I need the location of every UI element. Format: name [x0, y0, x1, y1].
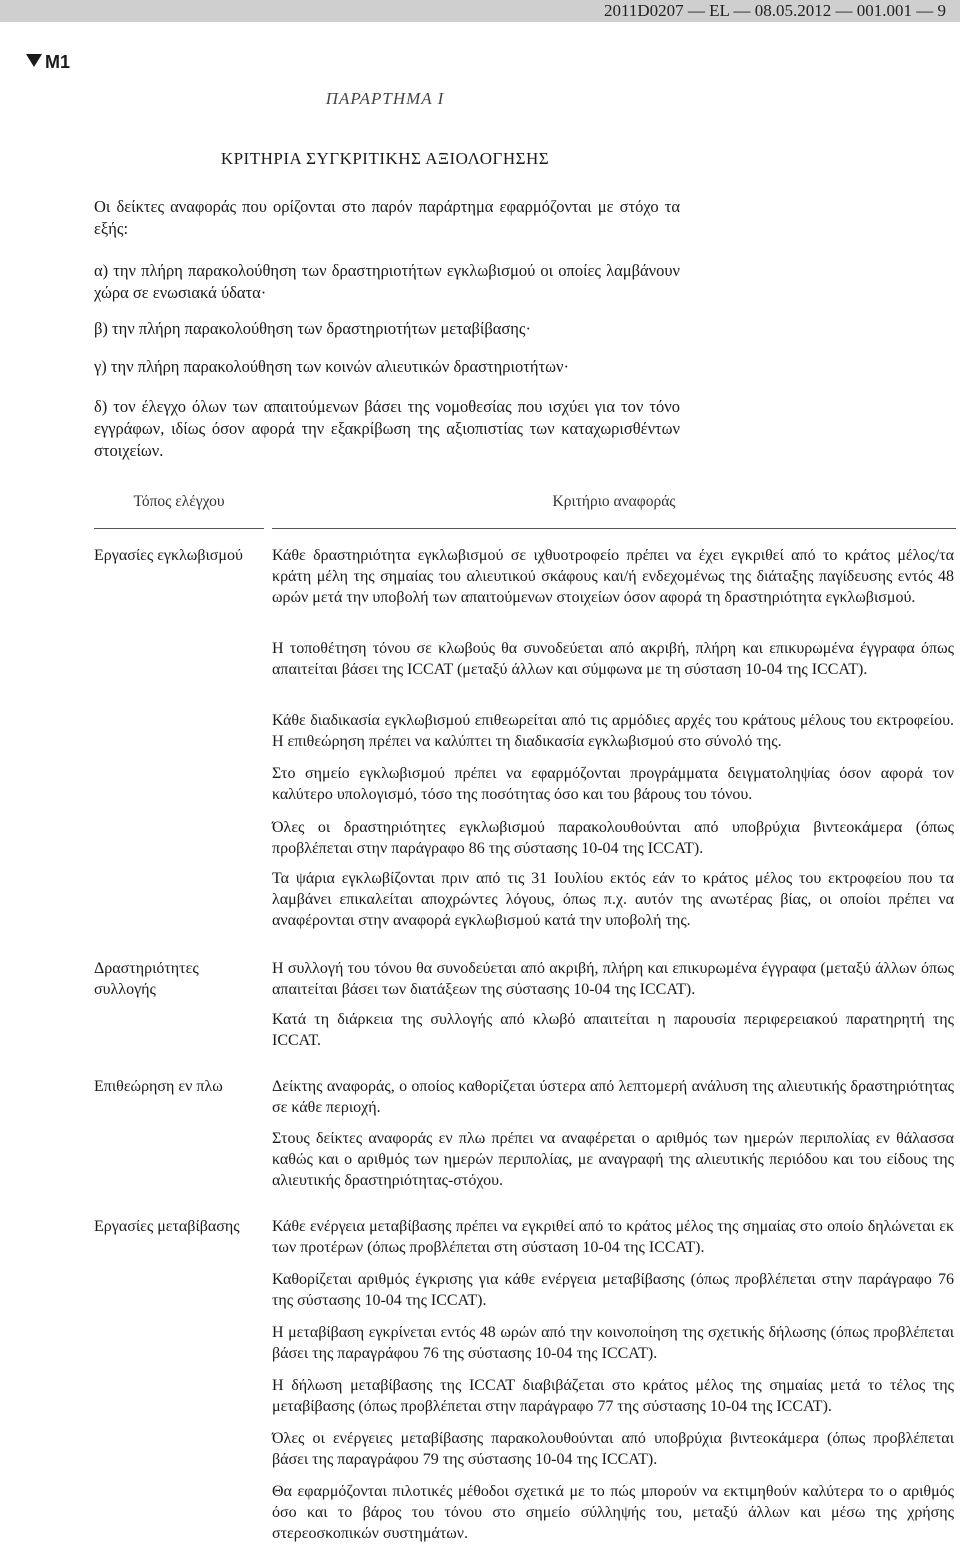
- criterion-transfer-5: Όλες οι ενέργειες μεταβίβασης παρακολουθούνται από υποβρύχια βιντεοκάμερα (όπως προβλέπεται βάσει της παραγράφου 79 της σύστασης 10-04 της ICCAT).: [272, 1430, 954, 1468]
- row-place-caging: Εργασίες εγκλωβισμού: [94, 547, 243, 564]
- amendment-marker: [26, 52, 70, 72]
- column-header-criterion: Κριτήριο αναφοράς: [552, 493, 676, 510]
- criterion-transfer-1: Κάθε ενέργεια μεταβίβασης πρέπει να εγκριθεί από το κράτος μέλος της σημαίας στο οποίο δηλώνεται εκ των προτέρων (όπως προβλέπεται στη σύσταση 10-04 της ICCAT).: [272, 1218, 954, 1256]
- criterion-caging-6: Τα ψάρια εγκλωβίζονται πριν από τις 31 Ιουλίου εκτός εάν το κράτος μέλος του εκτροφείου που τα λαμβάνει επικαλείται αποχρώντες λόγους, όπως π.χ. αυτόν της ανωτέρας βίας, οι οποίοι πρέπει να αναφέρονται στην αναφορά εγκλωβισμού κατά την υποβολή της.: [272, 870, 954, 929]
- intro-item-b: β) την πλήρη παρακολούθηση των δραστηριοτήτων μεταβίβασης·: [94, 319, 531, 338]
- header-rule-right: [272, 528, 956, 529]
- document-reference: 2011D0207 — EL — 08.05.2012 — 001.001 — 9: [603, 1, 946, 20]
- criterion-transfer-2: Καθορίζεται αριθμός έγκρισης για κάθε ενέργεια μεταβίβασης (όπως προβλέπεται στην παράγραφο 76 της σύστασης 10-04 της ICCAT).: [272, 1271, 954, 1309]
- intro-item-d: δ) τον έλεγχο όλων των απαιτούμενων βάσει της νομοθεσίας που ισχύει για τον τόνο εγγράφων, ιδίως όσον αφορά την εξακρίβωση της αξιοπιστίας των καταχωρισθέντων στοιχείων.: [94, 397, 680, 460]
- amendment-marker-label: M1: [45, 52, 71, 72]
- row-place-harvesting: Δραστηριότητες συλλογής: [94, 960, 199, 998]
- criterion-transfer-6: Θα εφαρμόζονται πιλοτικές μέθοδοι σχετικά με το πώς μπορούν να εκτιμηθούν καλύτερα το ο αριθμός όσο και το βάρος του τόνου στο σημείο σύλληψής του, μεταξύ άλλων και μέσω της χρήσης στερεοσκοπικών συστημάτων.: [272, 1483, 954, 1542]
- criterion-transfer-3: Η μεταβίβαση εγκρίνεται εντός 48 ωρών από την κοινοποίηση της σχετικής δήλωσης (όπως προβλέπεται βάσει της παραγράφου 76 της σύστασης 10-04 της ICCAT).: [272, 1324, 954, 1362]
- intro-item-a: α) την πλήρη παρακολούθηση των δραστηριοτήτων εγκλωβισμού οι οποίες λαμβάνουν χώρα σε ενωσιακά ύδατα·: [94, 261, 680, 302]
- criterion-caging-5: Όλες οι δραστηριότητες εγκλωβισμού παρακολουθούνται από υποβρύχια βιντεοκάμερα (όπως προβλέπεται στην παράγραφο 86 της σύστασης 10-04 της ICCAT).: [272, 819, 954, 857]
- criterion-harvesting-1: Η συλλογή του τόνου θα συνοδεύεται από ακριβή, πλήρη και επικυρωμένα έγγραφα (μεταξύ άλλων όπως απαιτείται βάσει των διατάξεων της σύστασης 10-04 της ICCAT).: [272, 960, 954, 998]
- criterion-sea-inspection-1: Δείκτης αναφοράς, ο οποίος καθορίζεται ύστερα από λεπτομερή ανάλυση της αλιευτικής δραστηριότητας σε κάθε περιοχή.: [272, 1078, 954, 1116]
- criterion-caging-1: Κάθε δραστηριότητα εγκλωβισμού σε ιχθυοτροφείο πρέπει να έχει εγκριθεί από το κράτος μέλος/τα κράτη μέλη της σημαίας του αλιευτικού σκάφους και/ή ενδεχομένως της διάταξης παγίδευσης εντός 48 ωρών μετά την υποβολή των απαιτούμενων στοιχείων όσον αφορά τη δραστηριότητα εγκλωβισμού.: [272, 547, 954, 606]
- row-place-transfer: Εργασίες μεταβίβασης: [94, 1218, 240, 1235]
- annex-subtitle: ΚΡΙΤΗΡΙΑ ΣΥΓΚΡΙΤΙΚΗΣ ΑΞΙΟΛΟΓΗΣΗΣ: [220, 149, 550, 168]
- criterion-caging-4: Στο σημείο εγκλωβισμού πρέπει να εφαρμόζονται προγράμματα δειγματοληψίας όσον αφορά τον καλύτερο υπολογισμό, τόσο της ποσότητας όσο και του βάρους του τόνου.: [272, 765, 954, 803]
- row-place-sea-inspection: Επιθεώρηση εν πλω: [94, 1078, 223, 1095]
- triangle-down-icon: [26, 54, 42, 67]
- criterion-caging-2: Η τοποθέτηση τόνου σε κλωβούς θα συνοδεύεται από ακριβή, πλήρη και επικυρωμένα έγγραφα όπως απαιτείται βάσει της ICCAT (μεταξύ άλλων και σύμφωνα με τη σύσταση 10-04 της ICCAT).: [272, 640, 954, 678]
- page-header-bar: [0, 0, 960, 22]
- criterion-harvesting-2: Κατά τη διάρκεια της συλλογής από κλωβό απαιτείται η παρουσία περιφερειακού παρατηρητή της ICCAT.: [272, 1011, 954, 1049]
- header-rule-left: [94, 528, 264, 529]
- annex-title: ΠΑΡΑΡΤΗΜΑ I: [325, 89, 445, 108]
- column-header-place: Τόπος ελέγχου: [133, 493, 225, 510]
- criterion-transfer-4: Η δήλωση μεταβίβασης της ICCAT διαβιβάζεται στο κράτος μέλος της σημαίας μετά το τέλος της μεταβίβασης (όπως προβλέπεται στην παράγραφο 77 της σύστασης 10-04 της ICCAT).: [272, 1377, 954, 1415]
- criterion-sea-inspection-2: Στους δείκτες αναφοράς εν πλω πρέπει να αναφέρεται ο αριθμός των ημερών περιπολίας εν θάλασσα καθώς και ο αριθμός των ημερών περιπολίας, με αναγραφή της αλιευτικής περιόδου και του είδους της αλιευτικής δραστηριότητας-στόχου.: [272, 1130, 954, 1189]
- intro-lead: Οι δείκτες αναφοράς που ορίζονται στο παρόν παράρτημα εφαρμόζονται με στόχο τα εξής:: [94, 197, 680, 238]
- intro-item-c: γ) την πλήρη παρακολούθηση των κοινών αλιευτικών δραστηριοτήτων·: [94, 357, 569, 376]
- criterion-caging-3: Κάθε διαδικασία εγκλωβισμού επιθεωρείται από τις αρμόδιες αρχές του κράτους μέλους του εκτροφείου. Η επιθεώρηση πρέπει να καλύπτει τη διαδικασία εγκλωβισμού στο σύνολό της.: [272, 712, 954, 750]
